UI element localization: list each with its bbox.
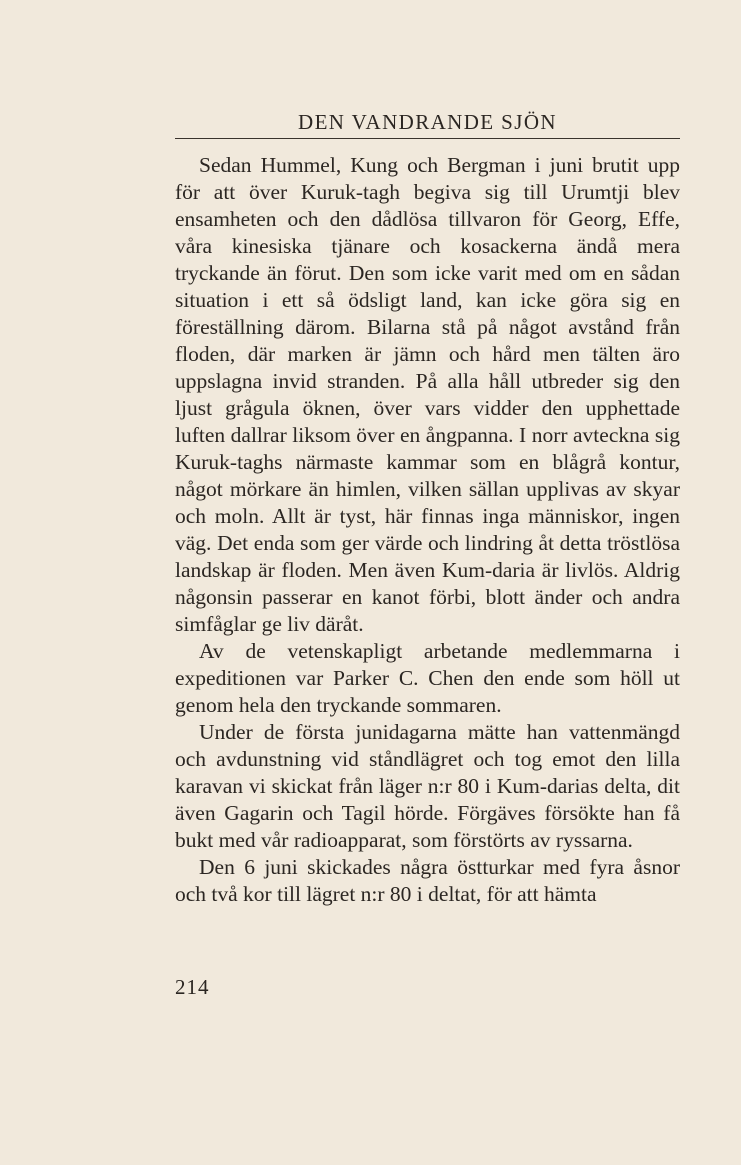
paragraph-1: Sedan Hummel, Kung och Bergman i juni brutit upp för att över Kuruk-tagh begiva sig till Urumtji blev ensamheten och den dådlösa tillvaron för Georg, Effe, våra kinesiska tjänare och kosackerna ändå mera tryckande än förut. Den som icke varit med om en sådan situation i ett så ödsligt land, kan icke göra sig en föreställning därom. Bilarna stå på något avstånd från floden, där marken är jämn och hård men tälten äro uppslagna invid stranden. På alla håll utbreder sig den ljust grågula öknen, över vars vidder den upphettade luften dallrar liksom över en ångpanna. I norr avteckna sig Kuruk-taghs närmaste kammar som en blågrå kontur, något mörkare än himlen, vilken sällan upplivas av skyar och moln. Allt är tyst, här finnas inga människor, ingen väg. Det enda som ger värde och lindring åt detta tröstlösa landskap är floden. Men även Kum-daria är livlös. Aldrig någonsin passerar en kanot förbi, blott änder och andra simfåglar ge liv däråt. [175, 153, 680, 636]
header-rule [175, 138, 680, 139]
body-text [175, 152, 680, 908]
paragraph-4: Den 6 juni skickades några östturkar med fyra åsnor och två kor till lägret n:r 80 i deltat, för att hämta [175, 855, 680, 906]
paragraph-2: Av de vetenskapligt arbetande medlemmarna i expeditionen var Parker C. Chen den ende som höll ut genom hela den tryckande sommaren. [175, 639, 680, 717]
paragraph-3: Under de första junidagarna mätte han vattenmängd och avdunstning vid ståndlägret och tog emot den lilla karavan vi skickat från läger n:r 80 i Kum-darias delta, dit även Gagarin och Tagil hörde. Förgäves försökte han få bukt med vår radioapparat, som förstörts av ryssarna. [175, 720, 680, 852]
page-number: 214 [175, 975, 210, 999]
running-head: DEN VANDRANDE SJÖN [298, 110, 557, 134]
